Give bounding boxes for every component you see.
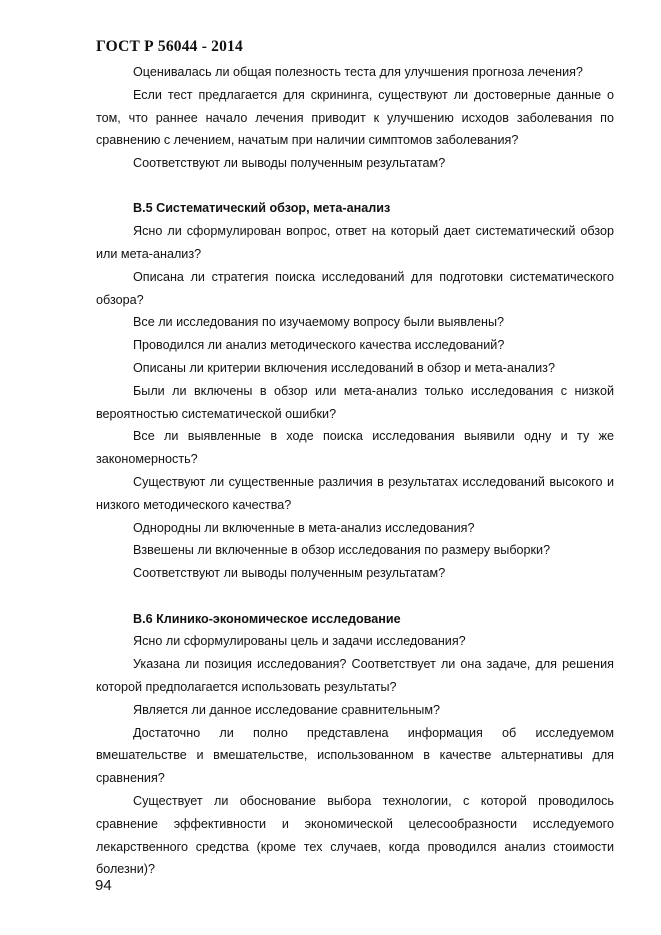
document-header-standard-number: ГОСТ Р 56044 - 2014 bbox=[96, 38, 243, 55]
section-heading-b5: В.5 Систематический обзор, мета-анализ bbox=[133, 201, 391, 216]
paragraph: Описана ли стратегия поиска исследований для подготовки систематического обзора? bbox=[96, 269, 614, 307]
paragraph: Оценивалась ли общая полезность теста для улучшения прогноза лечения? bbox=[133, 65, 583, 79]
paragraph: Соответствуют ли выводы полученным результатам? bbox=[133, 566, 446, 581]
paragraph: Ясно ли сформулированы цель и задачи исследования? bbox=[133, 634, 466, 649]
paragraph: Является ли данное исследование сравнительным? bbox=[133, 702, 441, 717]
paragraph: Однородны ли включенные в мета-анализ исследования? bbox=[133, 520, 475, 535]
page-number: 94 bbox=[95, 877, 112, 894]
document-body bbox=[96, 61, 614, 881]
paragraph: Проводился ли анализ методического качества исследований? bbox=[133, 338, 505, 353]
paragraph: Были ли включены в обзор или мета-анализ только исследования с низкой вероятностью систематической ошибки? bbox=[96, 383, 614, 421]
paragraph: Ясно ли сформулирован вопрос, ответ на который дает систематический обзор или мета-анализ? bbox=[96, 224, 614, 262]
paragraph: Взвешены ли включенные в обзор исследования по размеру выборки? bbox=[133, 543, 551, 558]
paragraph: Если тест предлагается для скрининга, существуют ли достоверные данные о том, что раннее начало лечения приводит к улучшению исходов заболевания по сравнению с лечением, начатым при наличии симптомов заболевания? bbox=[96, 87, 614, 148]
paragraph: Существуют ли существенные различия в результатах исследований высокого и низкого методического качества? bbox=[96, 475, 614, 512]
paragraph: Соответствуют ли выводы полученным результатам? bbox=[133, 156, 446, 171]
paragraph: Указана ли позиция исследования? Соответствует ли она задаче, для решения которой предполагается использовать результаты? bbox=[96, 657, 614, 694]
paragraph: Существует ли обоснование выбора технологии, с которой проводилось сравнение эффективности и экономической целесообразности исследуемого лекарственного средства (кроме тех случаев, когда проводился анализ стоимости болезни)? bbox=[96, 793, 614, 877]
paragraph: Все ли выявленные в ходе поиска исследования выявили одну и ту же закономерность? bbox=[96, 429, 614, 467]
paragraph: Описаны ли критерии включения исследований в обзор и мета-анализ? bbox=[133, 361, 555, 376]
paragraph: Достаточно ли полно представлена информация об исследуемом вмешательстве и вмешательстве, использованном в качестве альтернативы для сравнения? bbox=[96, 725, 614, 786]
section-heading-b6: В.6 Клинико-экономическое исследование bbox=[133, 611, 401, 626]
paragraph: Все ли исследования по изучаемому вопросу были выявлены? bbox=[133, 315, 505, 330]
